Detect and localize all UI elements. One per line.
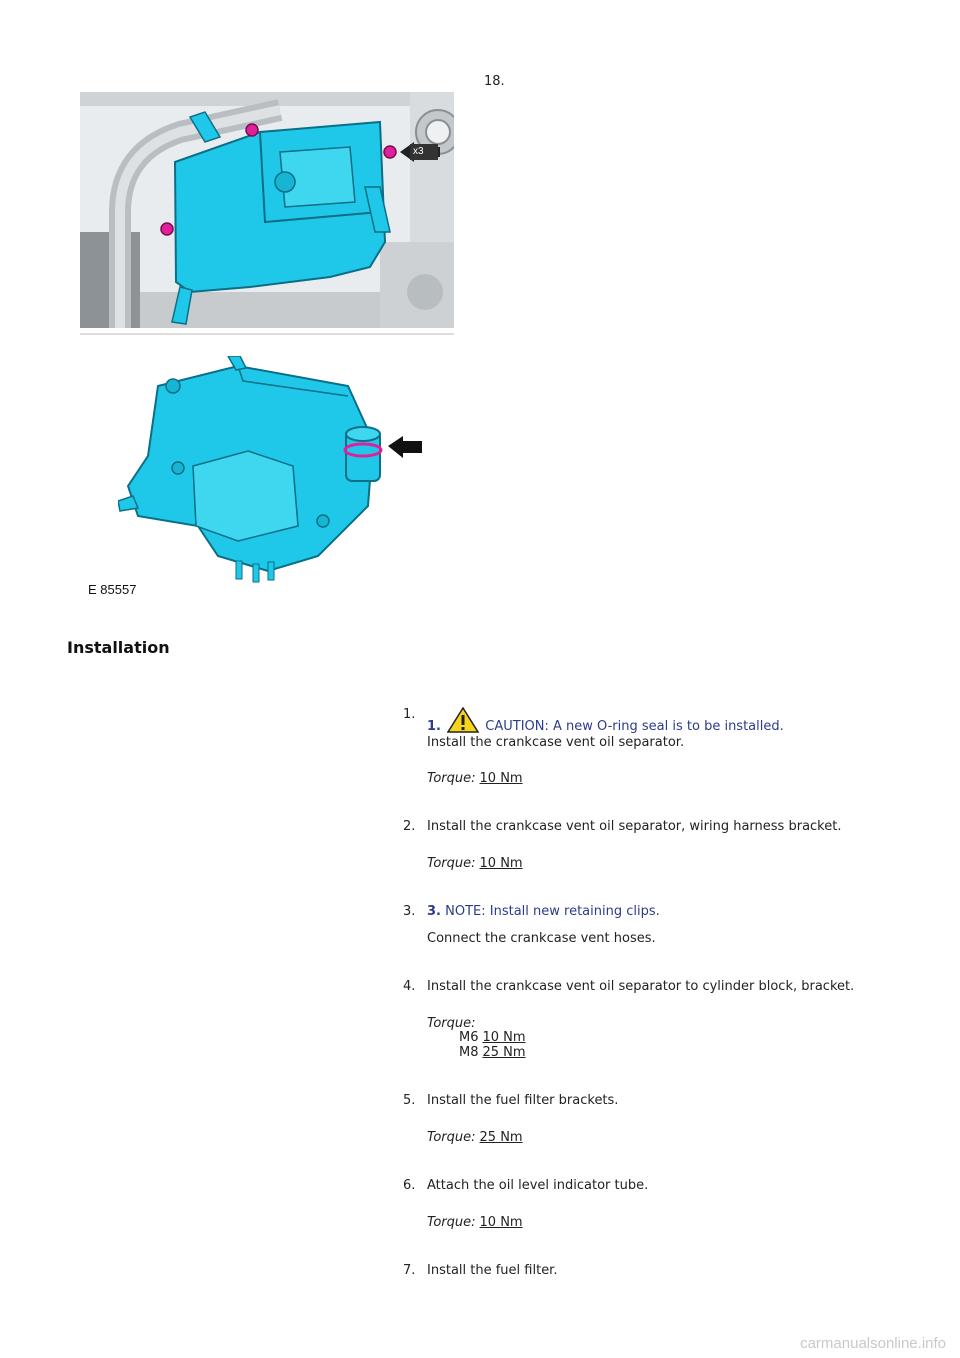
step-number-1: 1. [403,707,416,722]
step-7-text: Install the fuel filter. [427,1263,558,1278]
caution-warning-icon [447,707,479,733]
step-4-torque-label: Torque: [427,1016,476,1031]
step-number-7: 7. [403,1263,416,1278]
step-1-caution-line [427,707,784,734]
step-4-torque-row-m6: M6 10 Nm [459,1030,526,1045]
step-1-text: Install the crankcase vent oil separator. [427,735,685,750]
bolt-marker [384,146,396,158]
step-2-torque: Torque: 10 Nm [427,856,523,871]
step-5-torque-value: 25 Nm [479,1130,523,1145]
step-2-text: Install the crankcase vent oil separator, wiring harness bracket. [427,819,842,834]
step-1-torque-value: 10 Nm [479,771,523,786]
step-number-3: 3. [403,904,416,919]
step-3-inline-number: 3. [427,904,441,919]
step-2-torque-value: 10 Nm [479,856,523,871]
step-5-torque: Torque: 25 Nm [427,1130,523,1145]
engine-illustration [80,92,454,338]
step-6-torque-value: 10 Nm [479,1215,523,1230]
step-1-inline-number: 1. [427,719,441,734]
step-3-text: Connect the crankcase vent hoses. [427,931,656,946]
step-1-caution-text: CAUTION: A new O-ring seal is to be installed. [485,719,784,734]
figure-reference-code: E 85557 [88,582,137,597]
step-number-5: 5. [403,1093,416,1108]
step-number-2: 2. [403,819,416,834]
step-number-18: 18. [484,74,505,89]
step-number-6: 6. [403,1178,416,1193]
callout-label: x3 [413,146,424,157]
step-number-4: 4. [403,979,416,994]
oil-separator-illustration [118,356,428,586]
bolt-marker [161,223,173,235]
step-3-note-line [427,904,660,919]
step-5-text: Install the fuel filter brackets. [427,1093,619,1108]
step-3-note-text: NOTE: Install new retaining clips. [445,904,660,919]
watermark-text: carmanualsonline.info [800,1335,946,1352]
step-6-torque: Torque: 10 Nm [427,1215,523,1230]
bolt-marker [246,124,258,136]
step-4-text: Install the crankcase vent oil separator to cylinder block, bracket. [427,979,855,994]
section-title: Installation [67,638,170,657]
step-1-torque: Torque: 10 Nm [427,771,523,786]
step-6-text: Attach the oil level indicator tube. [427,1178,649,1193]
step-4-torque-row-m8: M8 25 Nm [459,1045,526,1060]
